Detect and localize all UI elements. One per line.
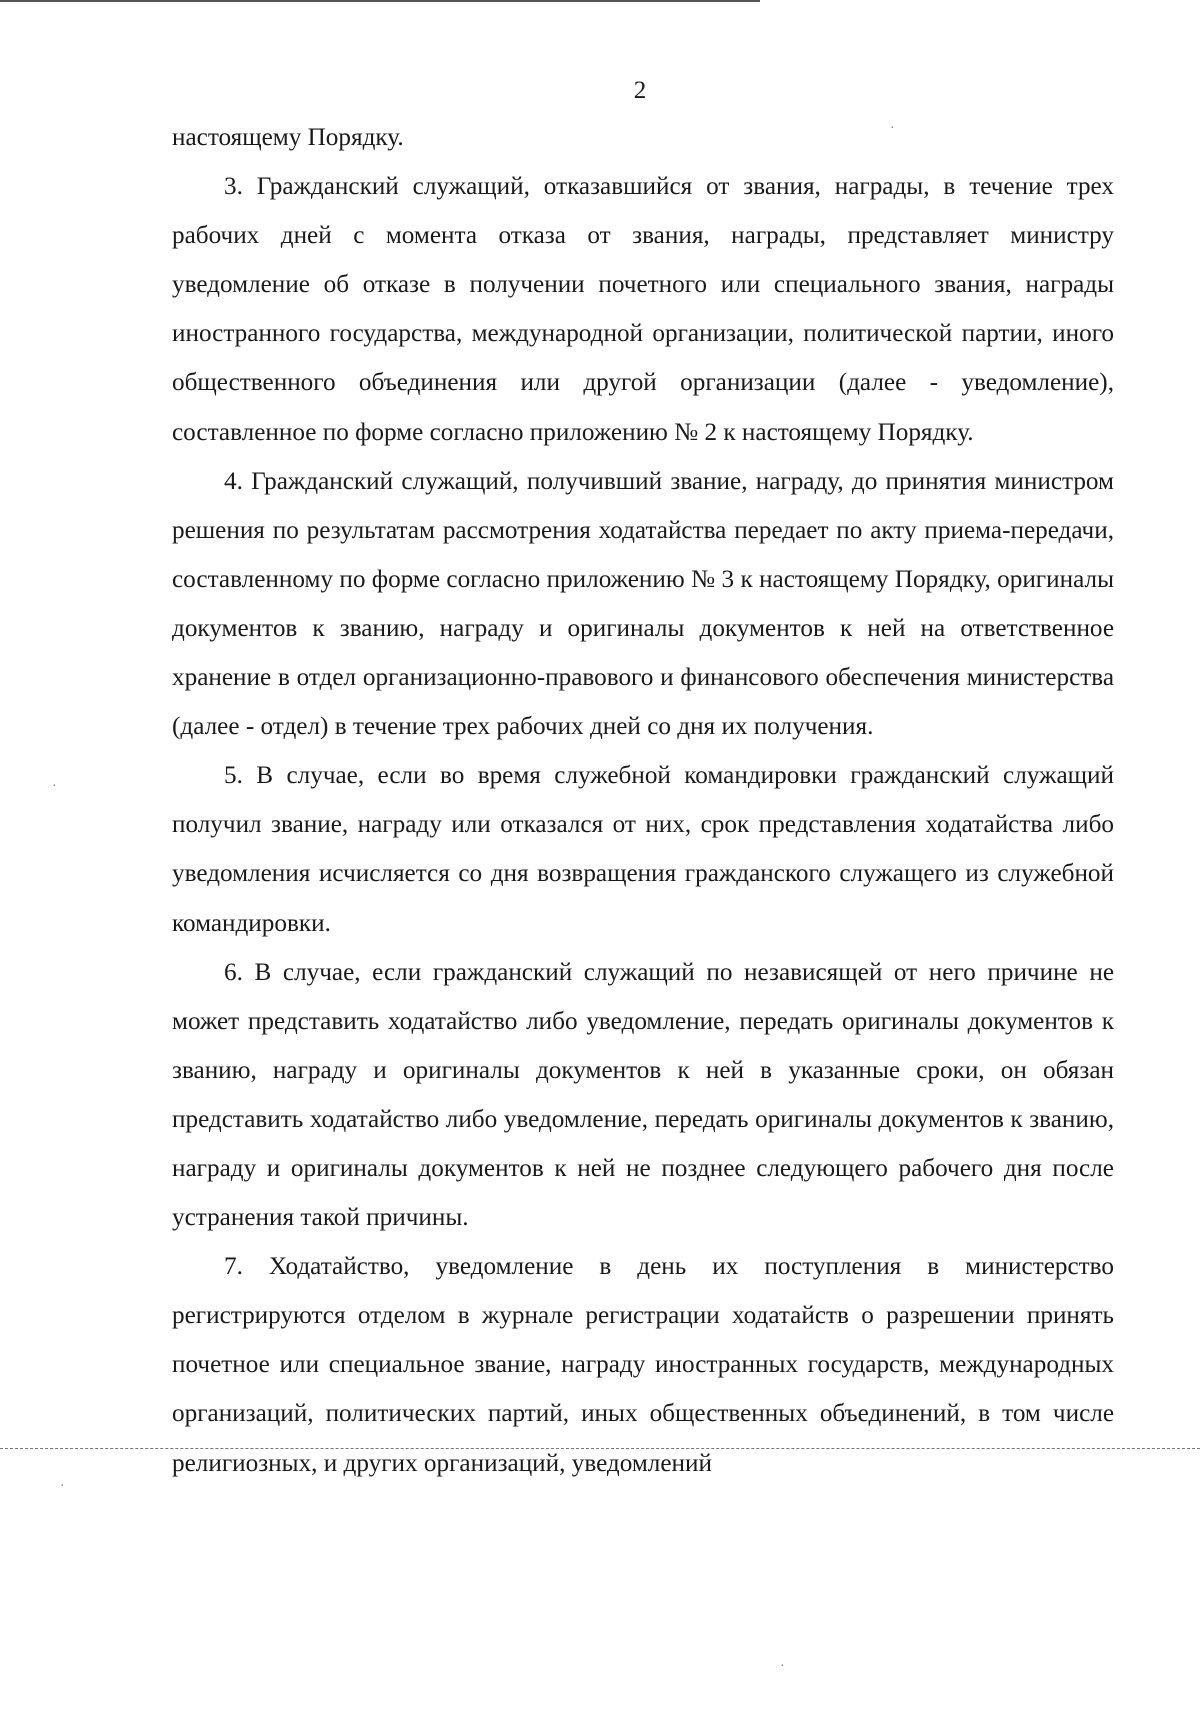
scan-speck: · — [52, 779, 57, 794]
page-number: 2 — [633, 77, 647, 104]
scan-speck: · — [890, 121, 895, 136]
paragraph-continuation: настоящему Порядку. — [172, 124, 404, 151]
paragraph-4: 4. Гражданский служащий, получивший звание, награду, до принятия министром решения по результатам рассмотрения ходатайства передает по акту приема-передачи, составленному по форме согласно приложению № 3 к настоящему Порядку, оригиналы документов к званию, награду и оригиналы документов к ней на ответственное хранение в отдел организационно-правового и финансового обеспечения министерства (далее - отдел) в течение трех рабочих дней со дня их получения. — [172, 467, 1114, 741]
scan-speck: · — [780, 1659, 785, 1674]
document-body — [172, 113, 1114, 1488]
paragraph-7: 7. Ходатайство, уведомление в день их поступления в министерство регистрируются отделом в журнале регистрации ходатайств о разрешении принять почетное или специальное звание, награду иностранных государств, международных организаций, политических партий, иных общественных объединений, в том числе религиозных, и других организаций, уведомлений — [172, 1253, 1114, 1477]
paragraph-5: 5. В случае, если во время служебной командировки гражданский служащий получил звание, награду или отказался от них, срок представления ходатайства либо уведомления исчисляется со дня возвращения гражданского служащего из служебной командировки. — [172, 762, 1114, 937]
scan-fold-line — [0, 1448, 1200, 1449]
paragraph-3: 3. Гражданский служащий, отказавшийся от звания, награды, в течение трех рабочих дней с момента отказа от звания, награды, представляет министру уведомление об отказе в получении почетного или специального звания, награды иностранного государства, международной организации, политической партии, иного общественного объединения или другой организации (далее - уведомление), составленное по форме согласно приложению № 2 к настоящему Порядку. — [172, 173, 1114, 446]
paragraph-6: 6. В случае, если гражданский служащий по независящей от него причине не может представить ходатайство либо уведомление, передать оригиналы документов к званию, награду и оригиналы документов к ней в указанные сроки, он обязан представить ходатайство либо уведомление, передать оригиналы документов к званию, награду и оригиналы документов к ней не позднее следующего рабочего дня после устранения такой причины. — [172, 958, 1114, 1232]
scan-top-border — [0, 0, 760, 2]
scan-speck: · — [60, 1479, 65, 1494]
